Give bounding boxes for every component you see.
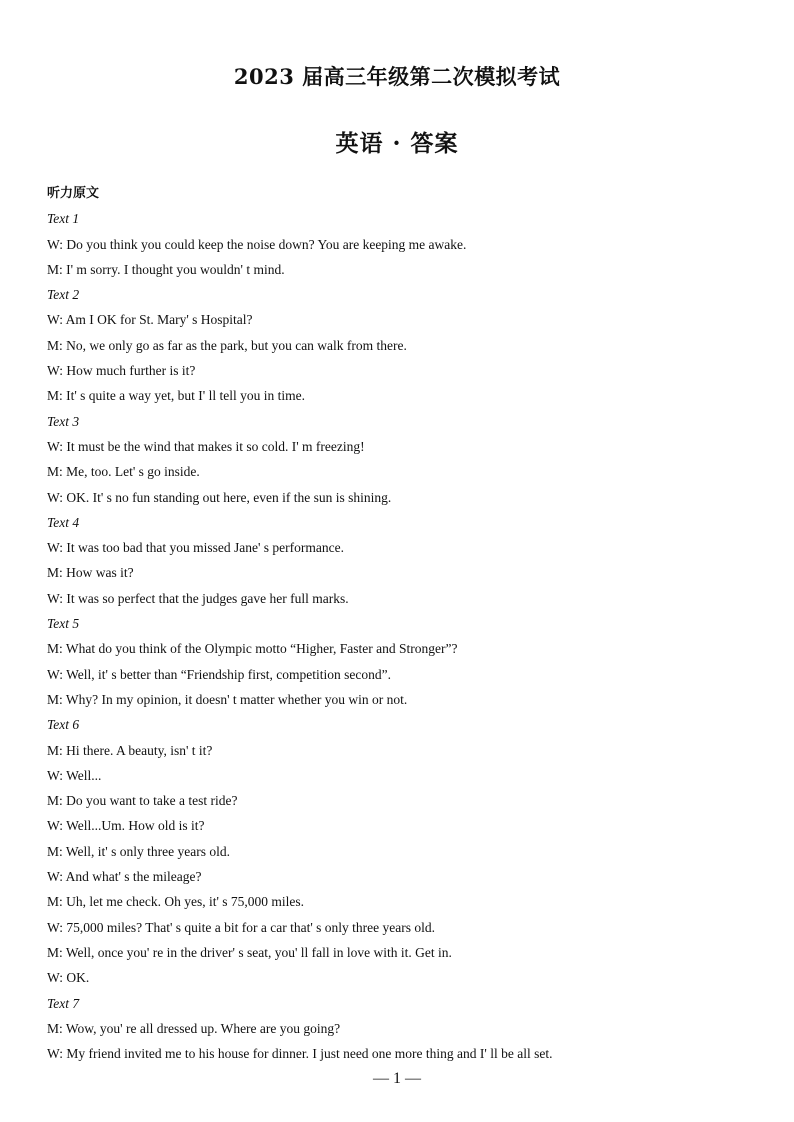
- dialog-line: W: It was too bad that you missed Jane' s performance.: [47, 540, 344, 556]
- dialog-line: W: It was so perfect that the judges gave her full marks.: [47, 590, 349, 606]
- dialog-line: W: Am I OK for St. Mary' s Hospital?: [47, 312, 253, 328]
- transcript-lines: [47, 206, 747, 1066]
- text-label: Text 2: [47, 287, 80, 303]
- dialog-line: M: Do you want to take a test ride?: [47, 793, 238, 809]
- dialog-line: M: It' s quite a way yet, but I' ll tell you in time.: [47, 388, 305, 404]
- dialog-line: M: What do you think of the Olympic motto “Higher, Faster and Stronger”?: [47, 641, 458, 657]
- dialog-line: W: 75,000 miles? That' s quite a bit for a car that' s only three years old.: [47, 919, 436, 935]
- dialog-line: M: Well, it' s only three years old.: [47, 843, 230, 859]
- text-label: Text 7: [47, 995, 80, 1011]
- dialog-line: W: How much further is it?: [47, 363, 196, 379]
- dialog-line: W: OK.: [47, 970, 90, 986]
- document-body: [47, 181, 747, 1066]
- dialog-line: M: Uh, let me check. Oh yes, it' s 75,000 miles.: [47, 894, 305, 910]
- text-label: Text 1: [47, 211, 80, 227]
- text-label: Text 5: [47, 616, 80, 632]
- dialog-line: M: No, we only go as far as the park, but you can walk from there.: [47, 337, 407, 353]
- dialog-line: M: Why? In my opinion, it doesn' t matter whether you win or not.: [47, 691, 408, 707]
- dialog-line: W: It must be the wind that makes it so cold. I' m freezing!: [47, 438, 365, 454]
- dialog-line: M: Me, too. Let' s go inside.: [47, 464, 200, 480]
- dialog-line: W: My friend invited me to his house for dinner. I just need one more thing and I' ll be all set.: [47, 1046, 553, 1062]
- dialog-line: M: Well, once you' re in the driver' s seat, you' ll fall in love with it. Get in.: [47, 944, 452, 960]
- dialog-line: W: And what' s the mileage?: [47, 869, 202, 885]
- section-heading: 听力原文: [47, 186, 100, 201]
- dialog-line: M: Wow, you' re all dressed up. Where are you going?: [47, 1020, 341, 1036]
- dialog-line: W: Do you think you could keep the noise down? You are keeping me awake.: [47, 236, 467, 252]
- page-number: — 1 —: [373, 1070, 421, 1087]
- text-label: Text 6: [47, 717, 80, 733]
- dialog-line: W: Well...Um. How old is it?: [47, 818, 205, 834]
- dialog-line: W: Well...: [47, 767, 102, 783]
- text-label: Text 3: [47, 413, 80, 429]
- dialog-line: M: How was it?: [47, 565, 134, 581]
- text-label: Text 4: [47, 514, 80, 530]
- dialog-line: M: I' m sorry. I thought you wouldn' t mind.: [47, 261, 285, 277]
- dialog-line: W: OK. It' s no fun standing out here, even if the sun is shining.: [47, 489, 392, 505]
- page-subtitle: 英语 · 答案: [335, 130, 459, 157]
- dialog-line: W: Well, it' s better than “Friendship first, competition second”.: [47, 666, 392, 682]
- dialog-line: M: Hi there. A beauty, isn' t it?: [47, 742, 213, 758]
- page-title: 2023 届高三年级第二次模拟考试: [233, 64, 561, 89]
